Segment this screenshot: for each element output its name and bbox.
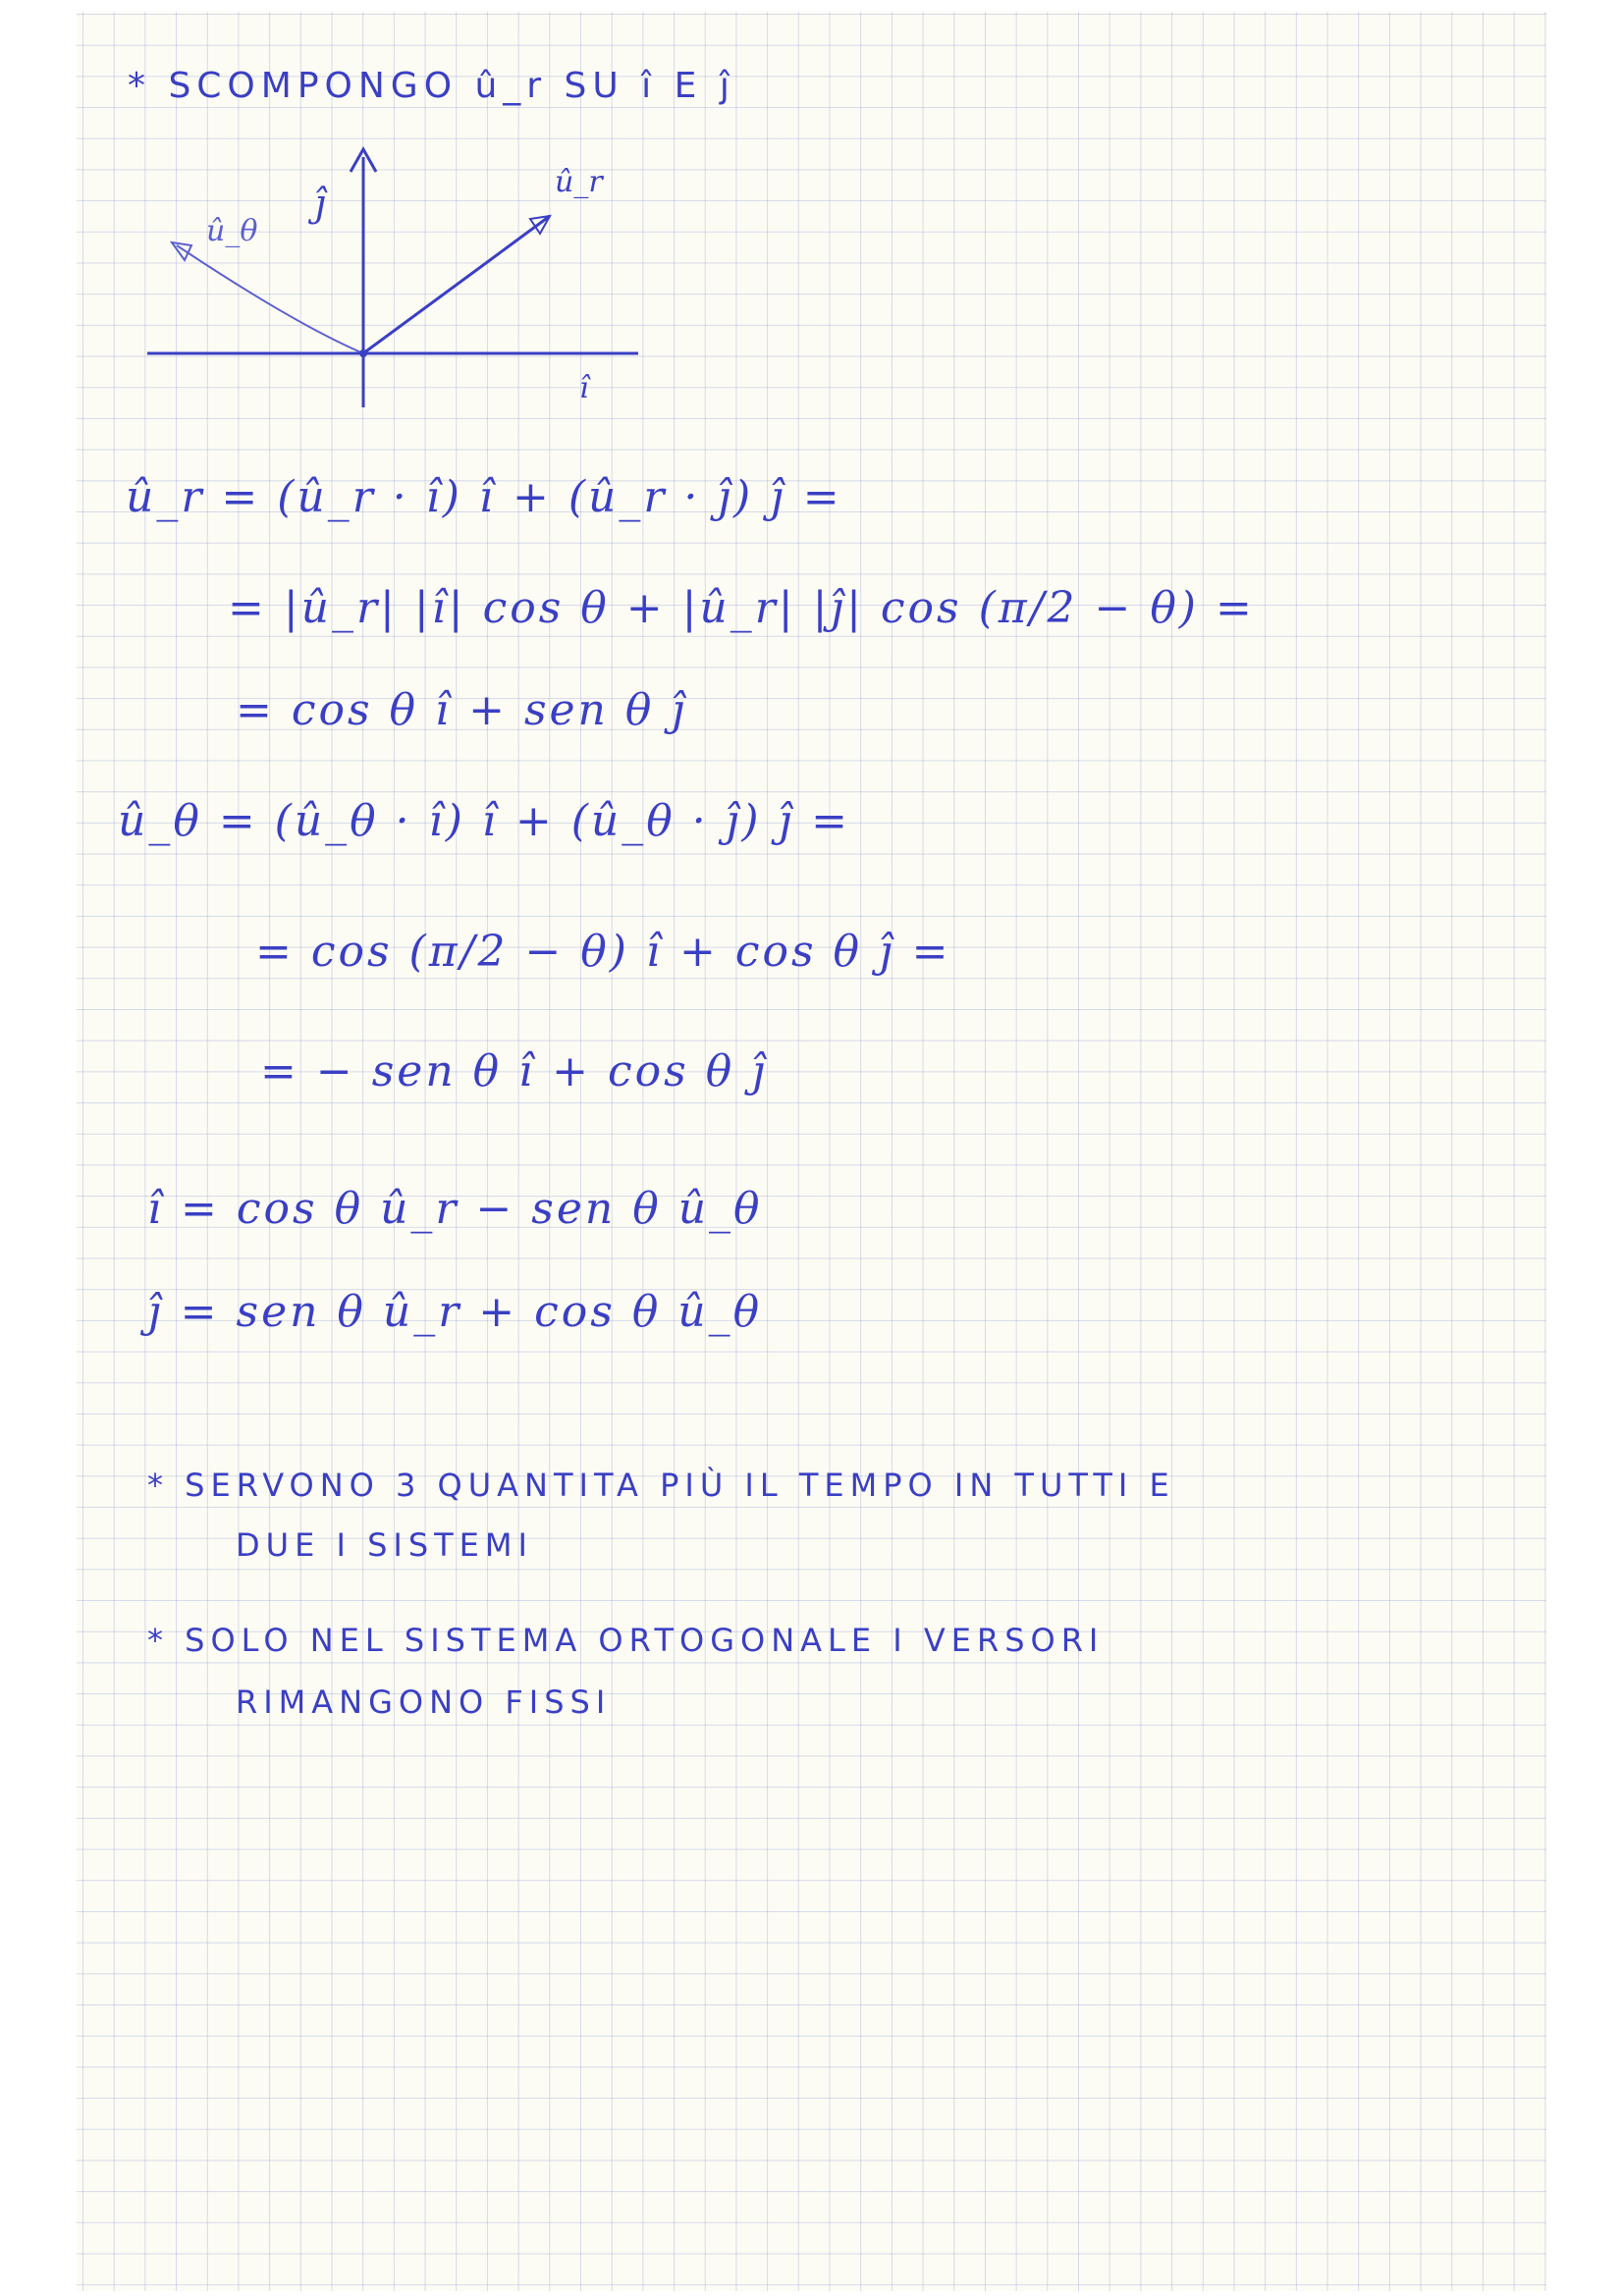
j-axis-label: ĵ: [314, 182, 326, 225]
u-r-label: û_r: [555, 165, 603, 199]
u-theta-arrowhead: [172, 242, 191, 260]
unit-vector-diagram: [137, 137, 668, 422]
u-r-vector-line: [363, 216, 550, 353]
u-theta-label: û_θ: [206, 214, 258, 248]
equation-utheta-decomposition: û_θ = (û_θ · î) î + (û_θ · ĵ) ĵ =: [118, 796, 851, 846]
equation-j-inverse: ĵ = sen θ û_r + cos θ û_θ: [147, 1287, 763, 1337]
note-1-line-2: DUE I SISTEMI: [236, 1526, 533, 1564]
equation-utheta-result: = − sen θ î + cos θ ĵ: [260, 1046, 768, 1096]
equation-ur-result: = cos θ î + sen θ ĵ: [236, 685, 688, 735]
note-1-line-1: * SERVONO 3 QUANTITA PIÙ IL TEMPO IN TUTTI E: [147, 1467, 1175, 1504]
i-axis-label: î: [579, 371, 589, 405]
u-theta-vector-line: [177, 245, 363, 353]
note-2-line-1: * SOLO NEL SISTEMA ORTOGONALE I VERSORI: [147, 1622, 1105, 1659]
equation-ur-magnitudes: = |û_r| |î| cos θ + |û_r| |ĵ| cos (π/2 − θ) =: [228, 583, 1255, 633]
origin-dot: [359, 349, 367, 357]
equation-utheta-cosines: = cos (π/2 − θ) î + cos θ ĵ =: [255, 927, 951, 977]
heading-line: * SCOMPONGO û_r SU î E ĵ: [128, 66, 735, 106]
equation-ur-decomposition: û_r = (û_r · î) î + (û_r · ĵ) ĵ =: [126, 472, 842, 522]
equation-i-inverse: î = cos θ û_r − sen θ û_θ: [147, 1184, 763, 1234]
note-2-line-2: RIMANGONO FISSI: [236, 1683, 612, 1721]
